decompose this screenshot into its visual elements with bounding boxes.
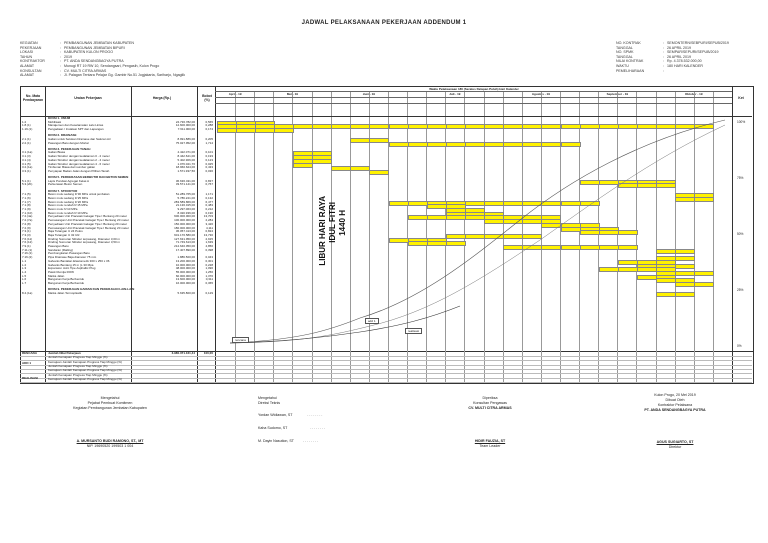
item-bobot: 0,824 <box>205 230 213 234</box>
sig-mid-org: Direksi Teknis <box>258 401 281 405</box>
meta-value: SEMONTERN/SEBPURI/SEPUB/2019 <box>667 41 729 45</box>
item-bobot: 0,132 <box>205 196 213 200</box>
item-uraian: Galian Struktur dengan kedalaman 2 - 4 meter <box>48 158 110 162</box>
meta-value: PEMBANGUNAN JEMBATAN BIPURI <box>64 45 125 50</box>
item-uraian: Galian Struktur dengan kedalaman 0 - 2 meter <box>48 155 110 159</box>
item-harga: 100.000.000,00 <box>174 219 195 223</box>
item-no: 8.4.(1a) <box>22 291 33 295</box>
item-bobot: 0,311 <box>205 278 213 282</box>
meta-colon: : <box>60 41 61 45</box>
item-bobot: 0,212 <box>205 208 213 211</box>
s-curve-rencana <box>230 120 725 343</box>
item-bobot: 4,856 <box>205 245 213 248</box>
item-uraian: Galian Struktur dengan kedalaman 4 - 6 meter <box>48 162 110 166</box>
sig-mid-dots-1: . . . . . . . . <box>307 413 323 417</box>
item-uraian: Marka Jalan Termoplastik <box>48 291 82 295</box>
item-harga: 13.200.000,00 <box>175 259 195 263</box>
item-uraian: Galian Biasa <box>48 151 66 155</box>
document-title: JADWAL PELAKSANAAN PEKERJAAN ADDENDUM 1 <box>301 20 467 26</box>
item-no: 3.3.(1) <box>22 169 31 173</box>
s-curve-percent: 0% <box>737 344 742 348</box>
item-uraian: Pasangan Batu dengan Mortar <box>48 141 89 145</box>
item-no: 1.2 <box>22 120 27 124</box>
item-no: 7.6.(12) <box>22 241 33 245</box>
item-harga: 283.589.869,00 <box>174 200 195 204</box>
sig-right-role: Dibuat Oleh <box>665 398 685 402</box>
item-uraian: Patok Rumija ROW <box>48 270 75 274</box>
item-harga: 150.000.000,00 <box>174 222 195 226</box>
item-bobot: 0,565 <box>205 120 213 124</box>
sig-left <box>40 396 180 448</box>
sig-center-org: Konsultan Pengawas <box>473 401 507 405</box>
item-no: 5.3.(2b) <box>22 183 33 187</box>
item-harga: 1.076.021,76 <box>177 162 195 166</box>
item-no: 7.16.(1) <box>22 252 33 256</box>
item-bobot: 0,190 <box>205 211 213 215</box>
item-uraian: Dinding Sumuran Silinder terpasang, Diameter 3,00 m <box>48 237 121 241</box>
sig-center <box>420 396 560 448</box>
item-uraian: Perkerasan Beton Semen <box>48 183 83 187</box>
meta-label: NILAI KONTRAK <box>616 59 644 64</box>
item-bobot: 0,129 <box>205 291 213 295</box>
meta-value: 180 HARI KALENDER <box>667 64 703 68</box>
month-header: Oktober - 19 <box>685 92 703 96</box>
section-title: DIVISI 7. STRUKTUR <box>48 189 78 193</box>
col-header-harga: Harga (Rp.) <box>152 96 172 100</box>
item-uraian: Timbunan Biasa dari sumber galian <box>48 166 96 170</box>
item-no: 7.6.(11) <box>22 237 33 241</box>
month-header: Mei - 19 <box>286 92 298 96</box>
meta-colon: : <box>663 59 664 64</box>
meta-label: PEMELIHARAAN <box>616 68 645 73</box>
item-uraian: Penyiapan Badan Jalan dengan Pilihan Tanah <box>48 169 110 173</box>
item-uraian: Bangunan Kerja Berbentuk <box>48 278 85 282</box>
meta-value: PEMBANGUNAN JEMBATAN KABUPATEN <box>64 41 135 45</box>
meta-value: 26 APRIL 2019 <box>667 45 692 50</box>
item-bobot: 0,301 <box>205 259 213 263</box>
item-no: 7.2.(4a) <box>22 215 33 219</box>
item-uraian: Marka Jalan <box>48 274 65 278</box>
item-no: L.7 <box>22 282 27 285</box>
sig-mid-name-3: M. Dayin Nasution, ST <box>258 439 294 443</box>
sig-right <box>605 393 745 449</box>
month-header: September - 19 <box>606 92 629 96</box>
s-curve-percent: 75% <box>737 176 744 180</box>
total-row-divider <box>20 382 752 383</box>
sig-mid-name-1: Yordan Widiawan, ST <box>258 413 293 417</box>
item-bobot: 1,096 <box>205 267 213 271</box>
item-bobot: 0,288 <box>205 124 213 128</box>
item-no: 7.1.(9) <box>22 208 31 211</box>
item-bobot: 0,101 <box>205 151 213 155</box>
item-bobot: 1,171 <box>205 193 213 197</box>
item-no: 7.16.(2) <box>22 256 33 260</box>
month-header: April - 19 <box>228 92 242 96</box>
item-bobot: 1,256 <box>205 270 213 274</box>
item-bobot: 0,043 <box>205 256 213 260</box>
sig-center-name: HIDIR FAUZIA, ST <box>474 439 506 443</box>
item-no: 7.2.(7a) <box>22 219 33 223</box>
item-bobot: 2,915 <box>205 237 213 241</box>
item-bobot: 4,111 <box>205 226 213 230</box>
sig-right-title: Direktur <box>668 445 682 449</box>
item-harga: 10.000.000,00 <box>175 263 195 267</box>
total-group-label: REALISASI <box>22 376 39 380</box>
sig-mid-name-2: Kaha Sudomo, ST <box>258 426 288 430</box>
section-title: DIVISI 3. PEKERJAAN TANAH <box>48 147 91 151</box>
item-uraian: Mobilisasi <box>48 120 62 124</box>
item-uraian: Pemasangan Unit Pracetak Gelagar Tipe I Bentang 20 meter <box>48 226 129 230</box>
item-bobot: 1,370 <box>205 274 213 278</box>
total-label: Jumlah Kemajuan Progress Tiap Minggu (%) <box>48 373 108 377</box>
meta-colon: : <box>60 54 61 59</box>
sig-mid-dots-2: . . . . . . . . <box>310 426 326 430</box>
item-bobot: 0,433 <box>205 166 213 170</box>
sig-mid <box>258 396 378 443</box>
sig-center-org2: CV. MULTI CITRA ARMAS <box>468 406 512 410</box>
item-uraian: Dinding Sumuran Silinder terpasang, Diameter 3,50 m <box>48 241 121 245</box>
meta-value: Jl. Palagan Tentara Pelajar Gg. Gambir No.51 Jogjakarta, Sariharjo, Ngaglik <box>64 73 185 78</box>
item-no: 1.8.(1) <box>22 124 31 128</box>
item-no: 5.1.(1) <box>22 179 31 183</box>
meta-label: NO. KONTRAK <box>616 41 641 45</box>
item-no: 7.1.(6) <box>22 196 31 200</box>
meta-colon: : <box>663 50 664 55</box>
item-no: 7.1.(8) <box>22 204 31 208</box>
total-group-label: RENCANA <box>22 352 37 355</box>
month-header: Juni - 19 <box>362 92 375 96</box>
item-bobot: 0,398 <box>205 248 213 252</box>
item-harga: 51.289.765,00 <box>175 193 195 197</box>
item-bobot: 13,703 <box>203 215 213 219</box>
item-harga: 1.886.500,00 <box>177 256 195 260</box>
item-harga: 48.000.000,00 <box>175 267 195 271</box>
item-bobot: 0,837 <box>205 179 213 183</box>
item-uraian: Manajemen dan Keselamatan Lalu Lintas <box>48 124 104 128</box>
item-harga: 71.749.613,00 <box>175 241 195 245</box>
meta-label: KEGIATAN <box>20 41 38 45</box>
item-harga: 24.736.782,00 <box>175 120 195 124</box>
section-title: DIVISI 2. DRAINASE <box>48 134 77 138</box>
item-uraian: Sandaran (Railing) <box>48 248 74 252</box>
item-uraian: Pipa Drainase Baja diameter 75 mm <box>48 256 97 260</box>
item-no: 7.11.(1) <box>22 248 33 252</box>
sig-left-org2: Kegiatan Pembangunan Jembatan Kabupaten <box>73 406 147 410</box>
curve-label-rencana: rencana <box>232 337 249 343</box>
item-uraian: Galvanis Bantalan Elastomerik 300 x 250 x 36 <box>48 259 110 263</box>
item-harga: 8.442.621,00 <box>177 155 195 159</box>
item-harga: 12.600.000,00 <box>175 124 195 128</box>
item-uraian: Pembongkaran Pasangan Batu <box>48 252 90 256</box>
item-no: 2.1.(1) <box>22 137 31 141</box>
total-label: Kemajuan Jumlah Kemajuan Progress Tiap Minggu (%) <box>48 369 122 373</box>
sig-right-place: Kulon Progo, 20 Mei 2019 <box>654 393 696 397</box>
curve-label-realisasi: realisasi <box>405 328 422 334</box>
meta-label: KONTRAKTOR <box>20 59 45 64</box>
item-bobot: 1,639 <box>205 241 213 245</box>
item-harga: 127.631.950,00 <box>174 237 195 241</box>
holiday-label-1: LIBUR HARI RAYA <box>318 196 327 266</box>
meta-label: ALAMAT <box>20 73 35 78</box>
sig-center-title: Team Leader <box>479 444 501 448</box>
sig-right-org: Kontraktor Pelaksana <box>657 403 693 407</box>
item-bobot: 13,730 <box>203 233 213 237</box>
meta-colon: : <box>60 45 61 50</box>
meta-value: Rp. 4.378.532.000,00 <box>667 59 702 64</box>
item-harga: 18.960.624,00 <box>175 166 195 170</box>
item-no: L.3 <box>22 267 27 271</box>
item-uraian: Baja Tulangan U 24 Polos <box>48 230 83 234</box>
meta-value: PT. ANDA SENDANGBAGYA PUTRA <box>64 59 124 64</box>
item-harga: 16.000.000,00 <box>175 282 195 285</box>
item-bobot: 0,036 <box>205 169 213 173</box>
item-harga: 13.600.000,00 <box>175 278 195 282</box>
item-uraian: Expansion Joint Tipe Asphaltic Plug <box>48 267 96 271</box>
month-header: Agustus - 19 <box>531 92 550 96</box>
item-no: 2.2.(1) <box>22 141 31 145</box>
item-harga: 600.000.000,00 <box>174 215 195 219</box>
meta-value: KABUPATEN KULON PROGO <box>64 50 113 55</box>
item-no: L.6 <box>22 278 27 282</box>
item-no: 7.1.(10) <box>22 211 33 215</box>
item-uraian: Galvanis Bentang 15 m (L 30 Mpa <box>48 263 94 267</box>
total-label: Kemajuan Jumlah Kemajuan Progress Tiap Minggu (%) <box>48 377 122 381</box>
item-harga: 8.991.886,00 <box>177 137 195 141</box>
item-no: 3.2.(1a) <box>22 166 33 170</box>
meta-colon: : <box>663 54 664 59</box>
item-uraian: Pemasangan Unit Pracetak Gelagar Tipe I Bentang 20 meter <box>48 219 129 223</box>
item-no: L.2 <box>22 263 27 267</box>
s-curve-add1 <box>230 125 725 343</box>
item-harga: 5.635.800,00 <box>177 291 195 295</box>
item-no: 7.3.(1) <box>22 230 31 234</box>
s-curve-percent: 25% <box>737 288 744 292</box>
sig-left-nip: NIP. 19690520 199503 1 004 <box>86 444 134 448</box>
s-curve-percent: 50% <box>737 232 744 236</box>
item-harga: 212.640.050,00 <box>174 245 195 248</box>
item-uraian: Beton mutu rendah fc'15 MPa <box>48 204 88 208</box>
sig-right-org2: PT. ANDA SENDANGBAGYA PUTRA <box>644 408 706 412</box>
total-bobot: 100,00 <box>203 352 213 355</box>
col-header-uraian: Uraian Pekerjaan <box>74 96 102 100</box>
item-no: 7.2.(9) <box>22 226 31 230</box>
item-no: 7.1.(7) <box>22 200 31 204</box>
item-bobot: 0,228 <box>205 263 213 267</box>
section-title: DIVISI 1. UMUM <box>48 117 71 120</box>
s-curve-realisasi <box>230 306 460 343</box>
col-header-bobot: Bobot (%) <box>202 94 212 102</box>
total-label: Kemajuan Jumlah Kemajuan Progress Tiap Minggu (%) <box>48 360 122 364</box>
meta-colon: : <box>60 50 61 55</box>
section-title: DIVISI 9. PEKERJAAN HARIAN DAN PEKERJAAN LAIN-LAIN <box>48 288 135 292</box>
item-no: 3.1.(1a) <box>22 151 33 155</box>
sig-mid-dots-3: . . . . . . . . <box>302 439 318 443</box>
meta-colon: : <box>663 68 664 73</box>
sig-left-org: Pejabat Pembuat Komitmen <box>87 401 133 405</box>
item-bobot: 0,365 <box>205 282 213 285</box>
item-harga: 75.027.952,00 <box>175 141 195 145</box>
item-no: 7.9.(1) <box>22 245 31 248</box>
meta-colon: : <box>663 41 664 45</box>
s-curve-percent: 100% <box>737 120 746 124</box>
item-bobot: 0,123 <box>205 158 213 162</box>
meta-label: ALAMAT <box>20 64 35 68</box>
item-harga: 60.000.000,00 <box>175 274 195 278</box>
total-label: Jumlah Kemajuan Progress Tiap Minggu (%) <box>48 356 108 360</box>
month-header: Juli - 19 <box>449 92 461 96</box>
meta-label: WAKTU <box>616 64 629 68</box>
item-uraian: Lapis Pondasi Agregat Kelas A <box>48 179 90 183</box>
meta-label: TANGGAL <box>616 45 633 50</box>
item-no: 3.1.(5) <box>22 162 31 166</box>
item-no: 7.3.(3) <box>22 233 31 237</box>
sig-right-name: AGUS SUGIARTO, ST <box>656 440 694 444</box>
meta-value: CV. MULTI CITRA ARMAS <box>64 68 107 73</box>
total-harga: 3.980.371.161,44 <box>171 352 195 355</box>
total-label: Jumlah Kemajuan Progress Tiap Minggu (%) <box>48 364 108 368</box>
item-bobot: 0,483 <box>205 204 213 208</box>
item-uraian: Pasangan Batu <box>48 245 69 248</box>
item-bobot: 0,193 <box>205 155 213 159</box>
item-uraian: Penyediaan Unit Pracetak Gelagar Tipe I Bentang 20 meter <box>48 222 128 226</box>
item-bobot: 3,426 <box>205 222 213 226</box>
item-harga: 7.611.000,00 <box>177 128 195 132</box>
item-harga: 601.176.580,00 <box>174 233 195 237</box>
item-no: 1.19.(1) <box>22 128 33 132</box>
total-group-label: ADD 1 <box>22 361 32 365</box>
item-harga: 17.407.890,00 <box>175 248 195 252</box>
meta-colon: : <box>663 45 664 50</box>
item-harga: 36.636.431,00 <box>175 179 195 183</box>
item-no: 7.2.(8) <box>22 222 31 226</box>
meta-label: NO. SPMK <box>616 50 634 55</box>
item-bobot: 0,767 <box>205 183 213 187</box>
item-harga: 1.571.937,56 <box>177 169 195 173</box>
item-uraian: Beton mutu sedang fc'30 MPa untuk jembatan <box>48 193 110 197</box>
item-uraian: Bangunan Kerja Berbentuk <box>48 282 85 285</box>
holiday-label-3: 1440 H <box>338 210 347 236</box>
item-harga: 36.057.413,00 <box>175 230 195 234</box>
meta-label: PEKERJAAN <box>20 45 42 50</box>
col-header-no: No. Mata Pembayaran <box>22 94 44 102</box>
item-harga: 5.786.221,00 <box>177 196 195 200</box>
item-uraian: Beton mutu sedang fc'20 MPa <box>48 200 89 204</box>
item-no: L.5 <box>22 274 27 278</box>
item-harga: 33.571.141,00 <box>175 183 195 187</box>
item-bobot: 2,284 <box>205 219 213 223</box>
schedule-title: Waktu Pelaksanaan 180 (Seratus Delapan Puluh) Hari Kalender <box>429 87 519 91</box>
item-no: 7.1.(5) <box>22 193 31 197</box>
sig-mid-role: Mengetahui <box>258 396 277 400</box>
meta-label: KONSULTAN <box>20 68 42 73</box>
item-no: 3.1.(3) <box>22 155 31 159</box>
item-uraian: Galian untuk Selokan Drainase dan Saluran Air <box>48 137 111 141</box>
total-label: Jumlah Nilai Pekerjaan <box>48 352 81 355</box>
item-harga: 4.422.071,00 <box>177 151 195 155</box>
item-uraian: Baja Tulangan U 32 Ulir <box>48 233 80 237</box>
item-harga: 9.297.063,00 <box>177 208 195 211</box>
item-harga: 5.402.906,00 <box>177 158 195 162</box>
item-harga: 21.136.015,00 <box>175 204 195 208</box>
item-uraian: Beton mutu rendah fc'10 MPa <box>48 211 88 215</box>
item-bobot: 0,205 <box>205 137 213 141</box>
item-no: L.1 <box>22 259 27 263</box>
meta-value: 2019 <box>64 54 72 59</box>
section-title: DIVISI 5. PERKERASAN BERBUTIR DAN BETON SEMEN <box>48 176 129 179</box>
item-bobot: 6,477 <box>205 200 213 204</box>
item-uraian: Beton mutu sedang fc'25 MPa <box>48 196 89 200</box>
holiday-label-2: IDUL FITRI <box>328 202 337 243</box>
meta-value: SEMPAR/SEPURI/SEPUB/2019 <box>667 50 719 55</box>
item-uraian: Pengadaan / Instalasi SPT dan Lapangan <box>48 128 104 132</box>
meta-label: LOKASI <box>20 50 33 55</box>
meta-value: Munugi RT 19 RW 10, Sendangsari, Pengasih, Kulon Progo <box>64 64 160 68</box>
sig-center-role: Diperiksa <box>482 396 498 400</box>
item-uraian: Beton mutu fc'10 MPa <box>48 208 78 211</box>
item-uraian: Penyediaan Unit Pracetak Gelagar Tipe I Bentang 20 meter <box>48 215 128 219</box>
sig-left-role: Mengetahui <box>100 396 120 400</box>
meta-label: TAHUN <box>20 54 33 59</box>
item-bobot: 1,714 <box>205 141 213 145</box>
item-no: L.4 <box>22 270 27 274</box>
item-no: 3.1.(4) <box>22 158 31 162</box>
meta-colon: : <box>60 59 61 64</box>
col-header-ket: Ket <box>738 96 744 100</box>
curve-label-add1: add 1 <box>365 318 379 324</box>
meta-colon: : <box>60 68 61 73</box>
item-harga: 55.000.000,00 <box>175 270 195 274</box>
meta-value: 26 APRIL 2019 <box>667 54 692 59</box>
sig-left-name: A. MURSANTO BUDI RAMONO, ST., MT <box>76 439 144 443</box>
meta-label: TANGGAL <box>616 54 633 59</box>
item-bobot: 0,174 <box>205 128 213 132</box>
meta-colon: : <box>60 73 61 78</box>
item-harga: 180.000.000,00 <box>174 226 195 230</box>
meta-colon: : <box>60 64 61 68</box>
meta-colon: : <box>663 64 664 68</box>
item-bobot: 0,025 <box>205 162 213 166</box>
item-harga: 8.320.936,00 <box>177 211 195 215</box>
